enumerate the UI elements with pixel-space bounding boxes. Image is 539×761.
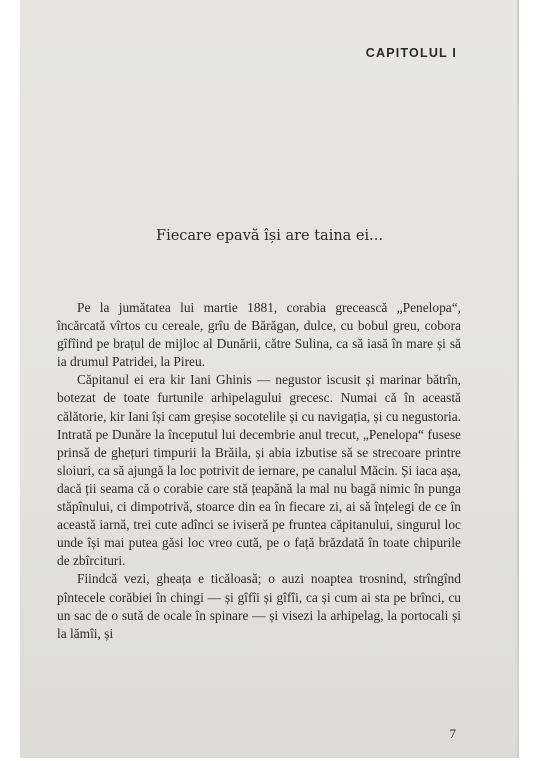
body-text bbox=[57, 299, 461, 643]
paragraph: Fiindcă vezi, gheața e ticăloasă; o auzi noaptea trosnind, strîngînd pîntecele corăbiei în chingi — și gîfîi și gîfîi, ca și cum ai sta pe brînci, cu un sac de o sută de ocale în spinare — și visezi la arhipelag, la portocali și la lămîi, și bbox=[57, 571, 461, 641]
paragraph: Pe la jumătatea lui martie 1881, corabia grecească „Penelopa“, încărcată vîrtos cu cereale, grîu de Bărăgan, dulce, cu bobul greu, cobora gîfîind pe brațul de mijloc al Dunării, către Sulina, ca să iasă în mare și să ia drumul Patridei, la Pireu. bbox=[57, 300, 461, 370]
chapter-heading: CAPITOLUL I bbox=[365, 46, 457, 60]
paragraph: Căpitanul ei era kir Iani Ghinis — negustor iscusit și marinar bătrîn, botezat de toate furtunile arhipelagului grecesc. Numai că în această călătorie, kir Iani își cam greșise socotelile și cu navigația, și cu negustoria. Intrată pe Dunăre la începutul lui decembrie anul trecut, „Penelopa“ fusese prinsă de ghețuri timpurii la Brăila, și abia izbutise să se strecoare printre sloiuri, ca să ajungă la loc potrivit de iernare, pe canalul Măcin. Și iaca așa, dacă ții seama că o corabie care stă țeapănă la mal nu bagă nimic în punga stăpînului, ci dimpotrivă, stoarce din ea în fiecare zi, ai să înțelegi de ce în această iarnă, trei cute adînci se iviseră pe fruntea căpitanului, singurul loc unde își mai putea găsi loc vreo cută, pe o față brăzdată în toate chipurile de zbîrcituri. bbox=[57, 372, 461, 569]
page-edge bbox=[517, 0, 519, 758]
page-number: 7 bbox=[449, 726, 456, 741]
chapter-motto: Fiecare epavă își are taina ei... bbox=[156, 228, 383, 244]
book-page bbox=[20, 0, 519, 758]
